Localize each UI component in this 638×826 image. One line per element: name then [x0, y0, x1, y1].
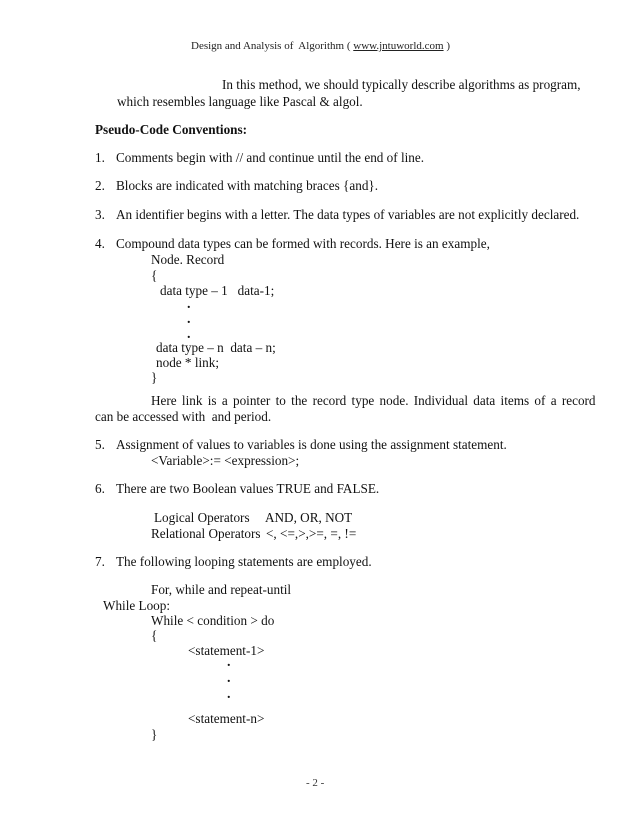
while-open-brace: {	[151, 628, 158, 643]
section-title: Pseudo-Code Conventions:	[95, 122, 248, 137]
record-field-1: data type – 1 data-1;	[160, 283, 275, 298]
item-text: An identifier begins with a letter. The data types of variables are not explicitly declared.	[116, 207, 580, 222]
ellipsis-dot: .	[227, 687, 231, 702]
header-link[interactable]: www.jntuworld.com	[353, 40, 444, 52]
logical-operators-values: AND, OR, NOT	[265, 510, 353, 525]
record-note-line-2: can be accessed with and period.	[95, 409, 272, 424]
page-number: - 2 -	[306, 777, 325, 789]
item-number: 1.	[95, 150, 105, 165]
while-line: While < condition > do	[151, 613, 275, 628]
item-text: Assignment of values to variables is done using the assignment statement.	[116, 437, 507, 452]
header-suffix: )	[443, 40, 451, 52]
item-number: 7.	[95, 554, 105, 569]
header-prefix: Design and Analysis of Algorithm (	[191, 40, 354, 52]
ellipsis-dot: .	[187, 297, 191, 312]
record-open-brace: {	[151, 268, 158, 283]
relational-operators-values: <, <=,>,>=, =, !=	[266, 526, 357, 541]
record-close-brace: }	[151, 370, 158, 385]
intro-line-1: In this method, we should typically describe algorithms as program,	[222, 77, 581, 92]
item-text: There are two Boolean values TRUE and FALSE.	[116, 481, 380, 496]
item-text: Blocks are indicated with matching braces {and}.	[116, 178, 379, 193]
while-close-brace: }	[151, 727, 158, 742]
logical-operators-label: Logical Operators	[154, 510, 250, 525]
item-number: 4.	[95, 236, 105, 251]
item-number: 5.	[95, 437, 105, 452]
while-statement-n: <statement-n>	[188, 711, 265, 726]
page-header	[191, 38, 450, 54]
item-text: Comments begin with // and continue until the end of line.	[116, 150, 425, 165]
record-field-n: data type – n data – n;	[156, 340, 276, 355]
loops-intro: For, while and repeat-until	[151, 582, 292, 597]
item-text: Compound data types can be formed with records. Here is an example,	[116, 236, 490, 251]
item-number: 2.	[95, 178, 105, 193]
ellipsis-dot: .	[227, 671, 231, 686]
ellipsis-dot: .	[187, 312, 191, 327]
relational-operators-label: Relational Operators	[151, 526, 261, 541]
item-number: 3.	[95, 207, 105, 222]
record-note-line-1: Here link is a pointer to the record type node. Individual data items of a record	[151, 393, 596, 408]
item-number: 6.	[95, 481, 105, 496]
record-link-field: node * link;	[156, 355, 220, 370]
ellipsis-dot: .	[187, 327, 191, 342]
intro-line-2: which resembles language like Pascal & algol.	[117, 94, 363, 109]
record-node: Node. Record	[151, 252, 225, 267]
assignment-syntax: <Variable>:= <expression>;	[151, 453, 300, 468]
while-statement-1: <statement-1>	[188, 643, 265, 658]
ellipsis-dot: .	[227, 655, 231, 670]
while-loop-heading: While Loop:	[103, 598, 171, 613]
item-text: The following looping statements are employed.	[116, 554, 372, 569]
